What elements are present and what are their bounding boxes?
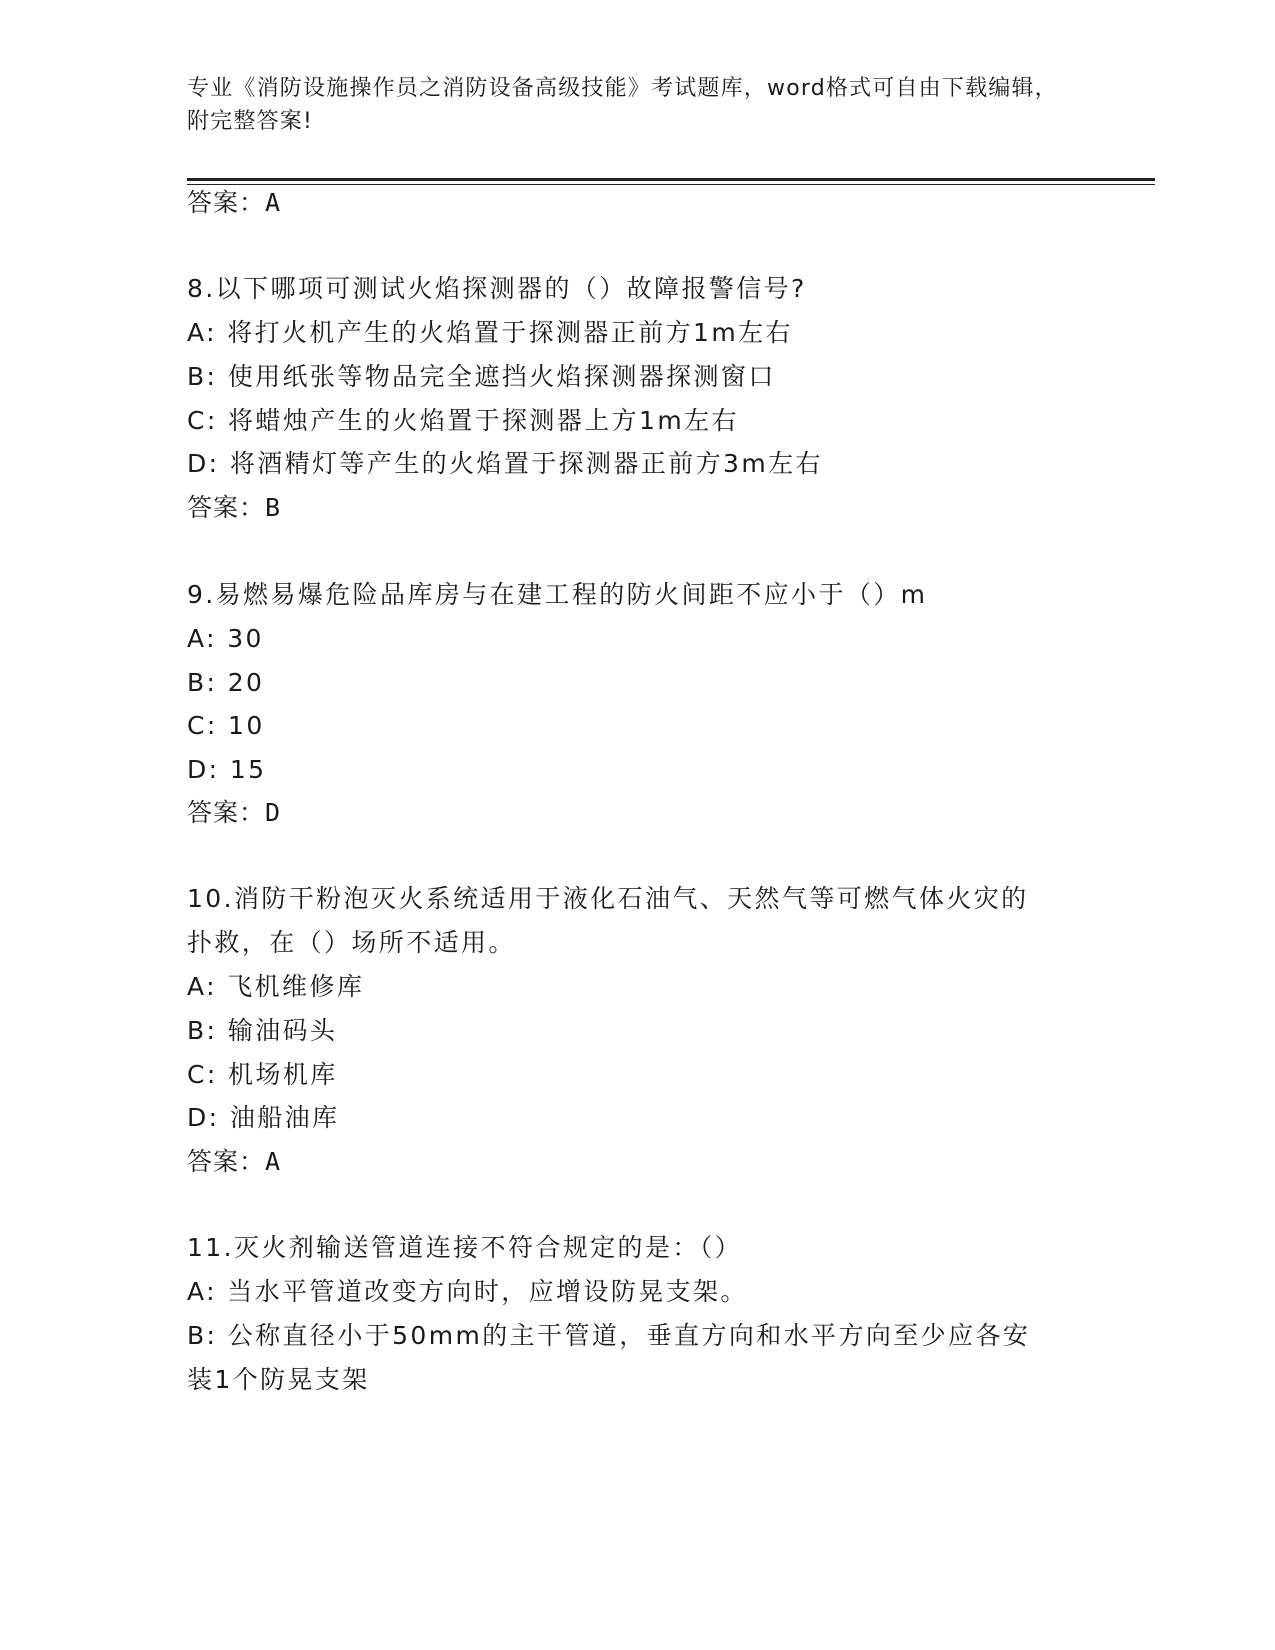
question-8-option-a: A: 将打火机产生的火焰置于探测器正前方1m左右 — [187, 318, 793, 347]
question-10-stem-line2: 扑救，在（）场所不适用。 — [187, 928, 516, 957]
question-8-stem: 8.以下哪项可测试火焰探测器的（）故障报警信号? — [187, 274, 807, 303]
question-9-option-a: A: 30 — [187, 624, 264, 653]
question-9-answer: 答案：D — [187, 798, 282, 827]
question-10-option-d: D: 油船油库 — [187, 1103, 340, 1132]
question-11-option-a: A: 当水平管道改变方向时，应增设防晃支架。 — [187, 1277, 748, 1306]
question-9-option-c: C: 10 — [187, 711, 265, 740]
question-8-option-d: D: 将酒精灯等产生的火焰置于探测器正前方3m左右 — [187, 449, 823, 478]
question-10-answer: 答案：A — [187, 1147, 282, 1176]
question-11-option-b-line2: 装1个防晃支架 — [187, 1365, 370, 1394]
question-11-option-b: B: 公称直径小于50mm的主干管道，垂直方向和水平方向至少应各安 — [187, 1321, 1031, 1350]
question-8-option-b: B: 使用纸张等物品完全遮挡火焰探测器探测窗口 — [187, 362, 776, 391]
question-9-option-d: D: 15 — [187, 755, 267, 784]
question-9-option-b: B: 20 — [187, 668, 265, 697]
question-10-option-a: A: 飞机维修库 — [187, 972, 365, 1001]
question-9-stem: 9.易燃易爆危险品库房与在建工程的防火间距不应小于（）m — [187, 580, 928, 609]
question-10-option-b: B: 输油码头 — [187, 1016, 338, 1045]
question-11-stem: 11.灭火剂输送管道连接不符合规定的是：（） — [187, 1233, 743, 1262]
answer-prev: 答案：A — [187, 188, 282, 217]
question-8-option-c: C: 将蜡烛产生的火焰置于探测器上方1m左右 — [187, 406, 739, 435]
question-10-stem-line1: 10.消防干粉泡灭火系统适用于液化石油气、天然气等可燃气体火灾的 — [187, 884, 1029, 913]
question-10-option-c: C: 机场机库 — [187, 1060, 338, 1089]
header-divider-thick — [187, 178, 1155, 181]
document-header: 专业《消防设施操作员之消防设备高级技能》考试题库，word格式可自由下载编辑，附完整答案! — [187, 76, 1058, 134]
header-divider-thin — [187, 184, 1155, 185]
question-8-answer: 答案：B — [187, 493, 282, 522]
